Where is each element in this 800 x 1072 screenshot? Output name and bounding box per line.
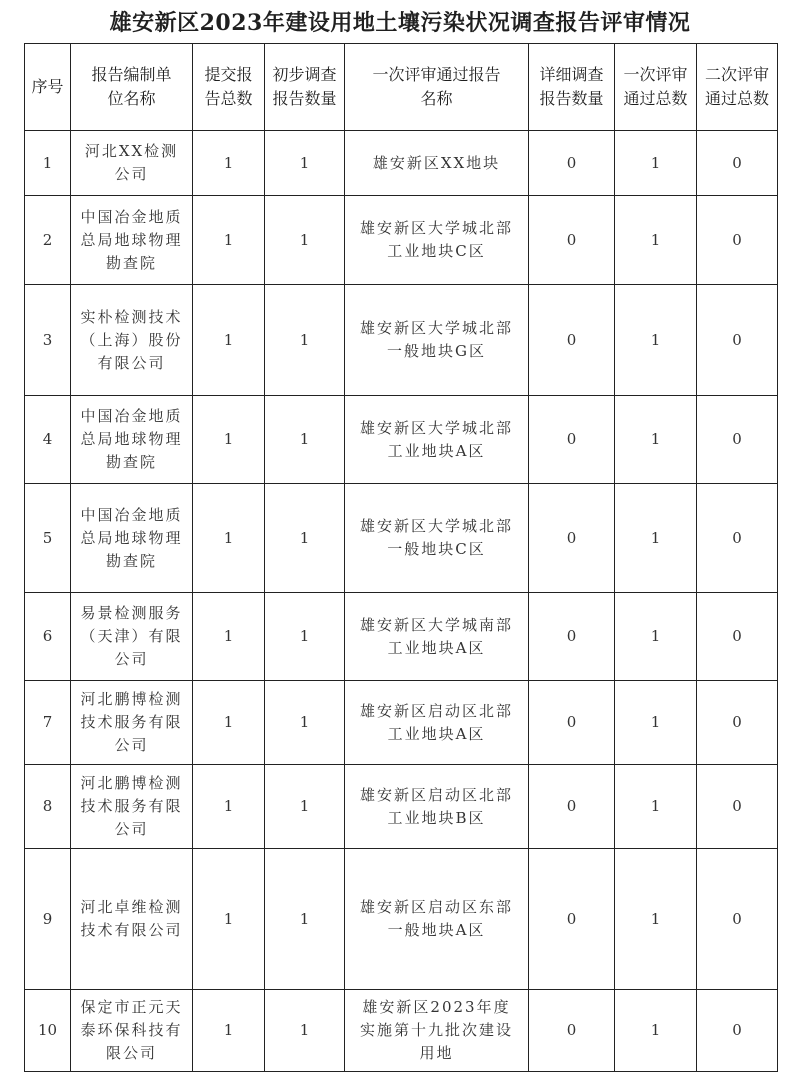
cell-no: 5 (25, 484, 71, 593)
cell-org: 河北XX检测公司 (71, 131, 193, 196)
cell-org: 河北鹏博检测技术服务有限公司 (71, 681, 193, 765)
cell-preliminary: 1 (265, 849, 345, 990)
cell-detailed: 0 (529, 593, 615, 681)
cell-first-pass: 1 (615, 196, 697, 285)
cell-org: 中国冶金地质总局地球物理勘查院 (71, 196, 193, 285)
cell-passed-name: 雄安新区启动区北部工业地块A区 (345, 681, 529, 765)
cell-no: 10 (25, 990, 71, 1072)
cell-detailed: 0 (529, 681, 615, 765)
table-row (25, 131, 778, 196)
cell-second-pass: 0 (697, 285, 778, 396)
table-row (25, 681, 778, 765)
table-row (25, 285, 778, 396)
cell-no: 7 (25, 681, 71, 765)
cell-passed-name: 雄安新区XX地块 (345, 131, 529, 196)
cell-detailed: 0 (529, 131, 615, 196)
cell-preliminary: 1 (265, 131, 345, 196)
table-row (25, 849, 778, 990)
cell-second-pass: 0 (697, 131, 778, 196)
cell-submitted: 1 (193, 593, 265, 681)
cell-org: 保定市正元天泰环保科技有限公司 (71, 990, 193, 1072)
cell-passed-name: 雄安新区2023年度实施第十九批次建设用地 (345, 990, 529, 1072)
cell-first-pass: 1 (615, 285, 697, 396)
cell-submitted: 1 (193, 196, 265, 285)
cell-no: 9 (25, 849, 71, 990)
cell-org: 实朴检测技术（上海）股份有限公司 (71, 285, 193, 396)
document-title: 雄安新区2023年建设用地土壤污染状况调查报告评审情况 (109, 10, 691, 36)
cell-org: 中国冶金地质总局地球物理勘查院 (71, 484, 193, 593)
cell-second-pass: 0 (697, 484, 778, 593)
cell-detailed: 0 (529, 484, 615, 593)
cell-passed-name: 雄安新区大学城北部一般地块G区 (345, 285, 529, 396)
cell-submitted: 1 (193, 849, 265, 990)
cell-org: 易景检测服务（天津）有限公司 (71, 593, 193, 681)
cell-first-pass: 1 (615, 765, 697, 849)
cell-second-pass: 0 (697, 681, 778, 765)
header-first-pass: 一次评审通过总数 (615, 44, 697, 131)
cell-org: 河北卓维检测技术有限公司 (71, 849, 193, 990)
cell-submitted: 1 (193, 396, 265, 484)
cell-detailed: 0 (529, 196, 615, 285)
cell-submitted: 1 (193, 285, 265, 396)
cell-second-pass: 0 (697, 196, 778, 285)
cell-first-pass: 1 (615, 484, 697, 593)
header-no: 序号 (25, 44, 71, 131)
table-row (25, 396, 778, 484)
cell-first-pass: 1 (615, 396, 697, 484)
cell-org: 中国冶金地质总局地球物理勘查院 (71, 396, 193, 484)
cell-second-pass: 0 (697, 765, 778, 849)
cell-first-pass: 1 (615, 593, 697, 681)
cell-passed-name: 雄安新区大学城北部工业地块C区 (345, 196, 529, 285)
cell-first-pass: 1 (615, 131, 697, 196)
table-row (25, 593, 778, 681)
cell-detailed: 0 (529, 990, 615, 1072)
cell-detailed: 0 (529, 396, 615, 484)
table-row (25, 990, 778, 1072)
cell-passed-name: 雄安新区大学城南部工业地块A区 (345, 593, 529, 681)
cell-preliminary: 1 (265, 593, 345, 681)
cell-detailed: 0 (529, 285, 615, 396)
cell-second-pass: 0 (697, 990, 778, 1072)
cell-preliminary: 1 (265, 484, 345, 593)
header-preliminary: 初步调查报告数量 (265, 44, 345, 131)
header-detailed: 详细调查报告数量 (529, 44, 615, 131)
cell-preliminary: 1 (265, 765, 345, 849)
table-row (25, 196, 778, 285)
cell-org: 河北鹏博检测技术服务有限公司 (71, 765, 193, 849)
cell-first-pass: 1 (615, 849, 697, 990)
cell-submitted: 1 (193, 990, 265, 1072)
cell-submitted: 1 (193, 765, 265, 849)
cell-preliminary: 1 (265, 396, 345, 484)
cell-preliminary: 1 (265, 990, 345, 1072)
table-row (25, 765, 778, 849)
header-second-pass: 二次评审通过总数 (697, 44, 778, 131)
header-row (25, 44, 778, 131)
cell-detailed: 0 (529, 849, 615, 990)
cell-no: 4 (25, 396, 71, 484)
header-passed-name: 一次评审通过报告名称 (345, 44, 529, 131)
cell-no: 6 (25, 593, 71, 681)
header-submitted: 提交报告总数 (193, 44, 265, 131)
header-org: 报告编制单位名称 (71, 44, 193, 131)
cell-second-pass: 0 (697, 396, 778, 484)
cell-passed-name: 雄安新区大学城北部工业地块A区 (345, 396, 529, 484)
cell-passed-name: 雄安新区大学城北部一般地块C区 (345, 484, 529, 593)
cell-preliminary: 1 (265, 285, 345, 396)
cell-no: 2 (25, 196, 71, 285)
cell-first-pass: 1 (615, 681, 697, 765)
cell-no: 3 (25, 285, 71, 396)
review-table (24, 43, 778, 1072)
cell-preliminary: 1 (265, 681, 345, 765)
cell-no: 8 (25, 765, 71, 849)
cell-submitted: 1 (193, 681, 265, 765)
table-row (25, 484, 778, 593)
cell-second-pass: 0 (697, 593, 778, 681)
cell-preliminary: 1 (265, 196, 345, 285)
cell-detailed: 0 (529, 765, 615, 849)
cell-no: 1 (25, 131, 71, 196)
cell-submitted: 1 (193, 484, 265, 593)
cell-passed-name: 雄安新区启动区东部一般地块A区 (345, 849, 529, 990)
cell-passed-name: 雄安新区启动区北部工业地块B区 (345, 765, 529, 849)
cell-second-pass: 0 (697, 849, 778, 990)
cell-submitted: 1 (193, 131, 265, 196)
cell-first-pass: 1 (615, 990, 697, 1072)
